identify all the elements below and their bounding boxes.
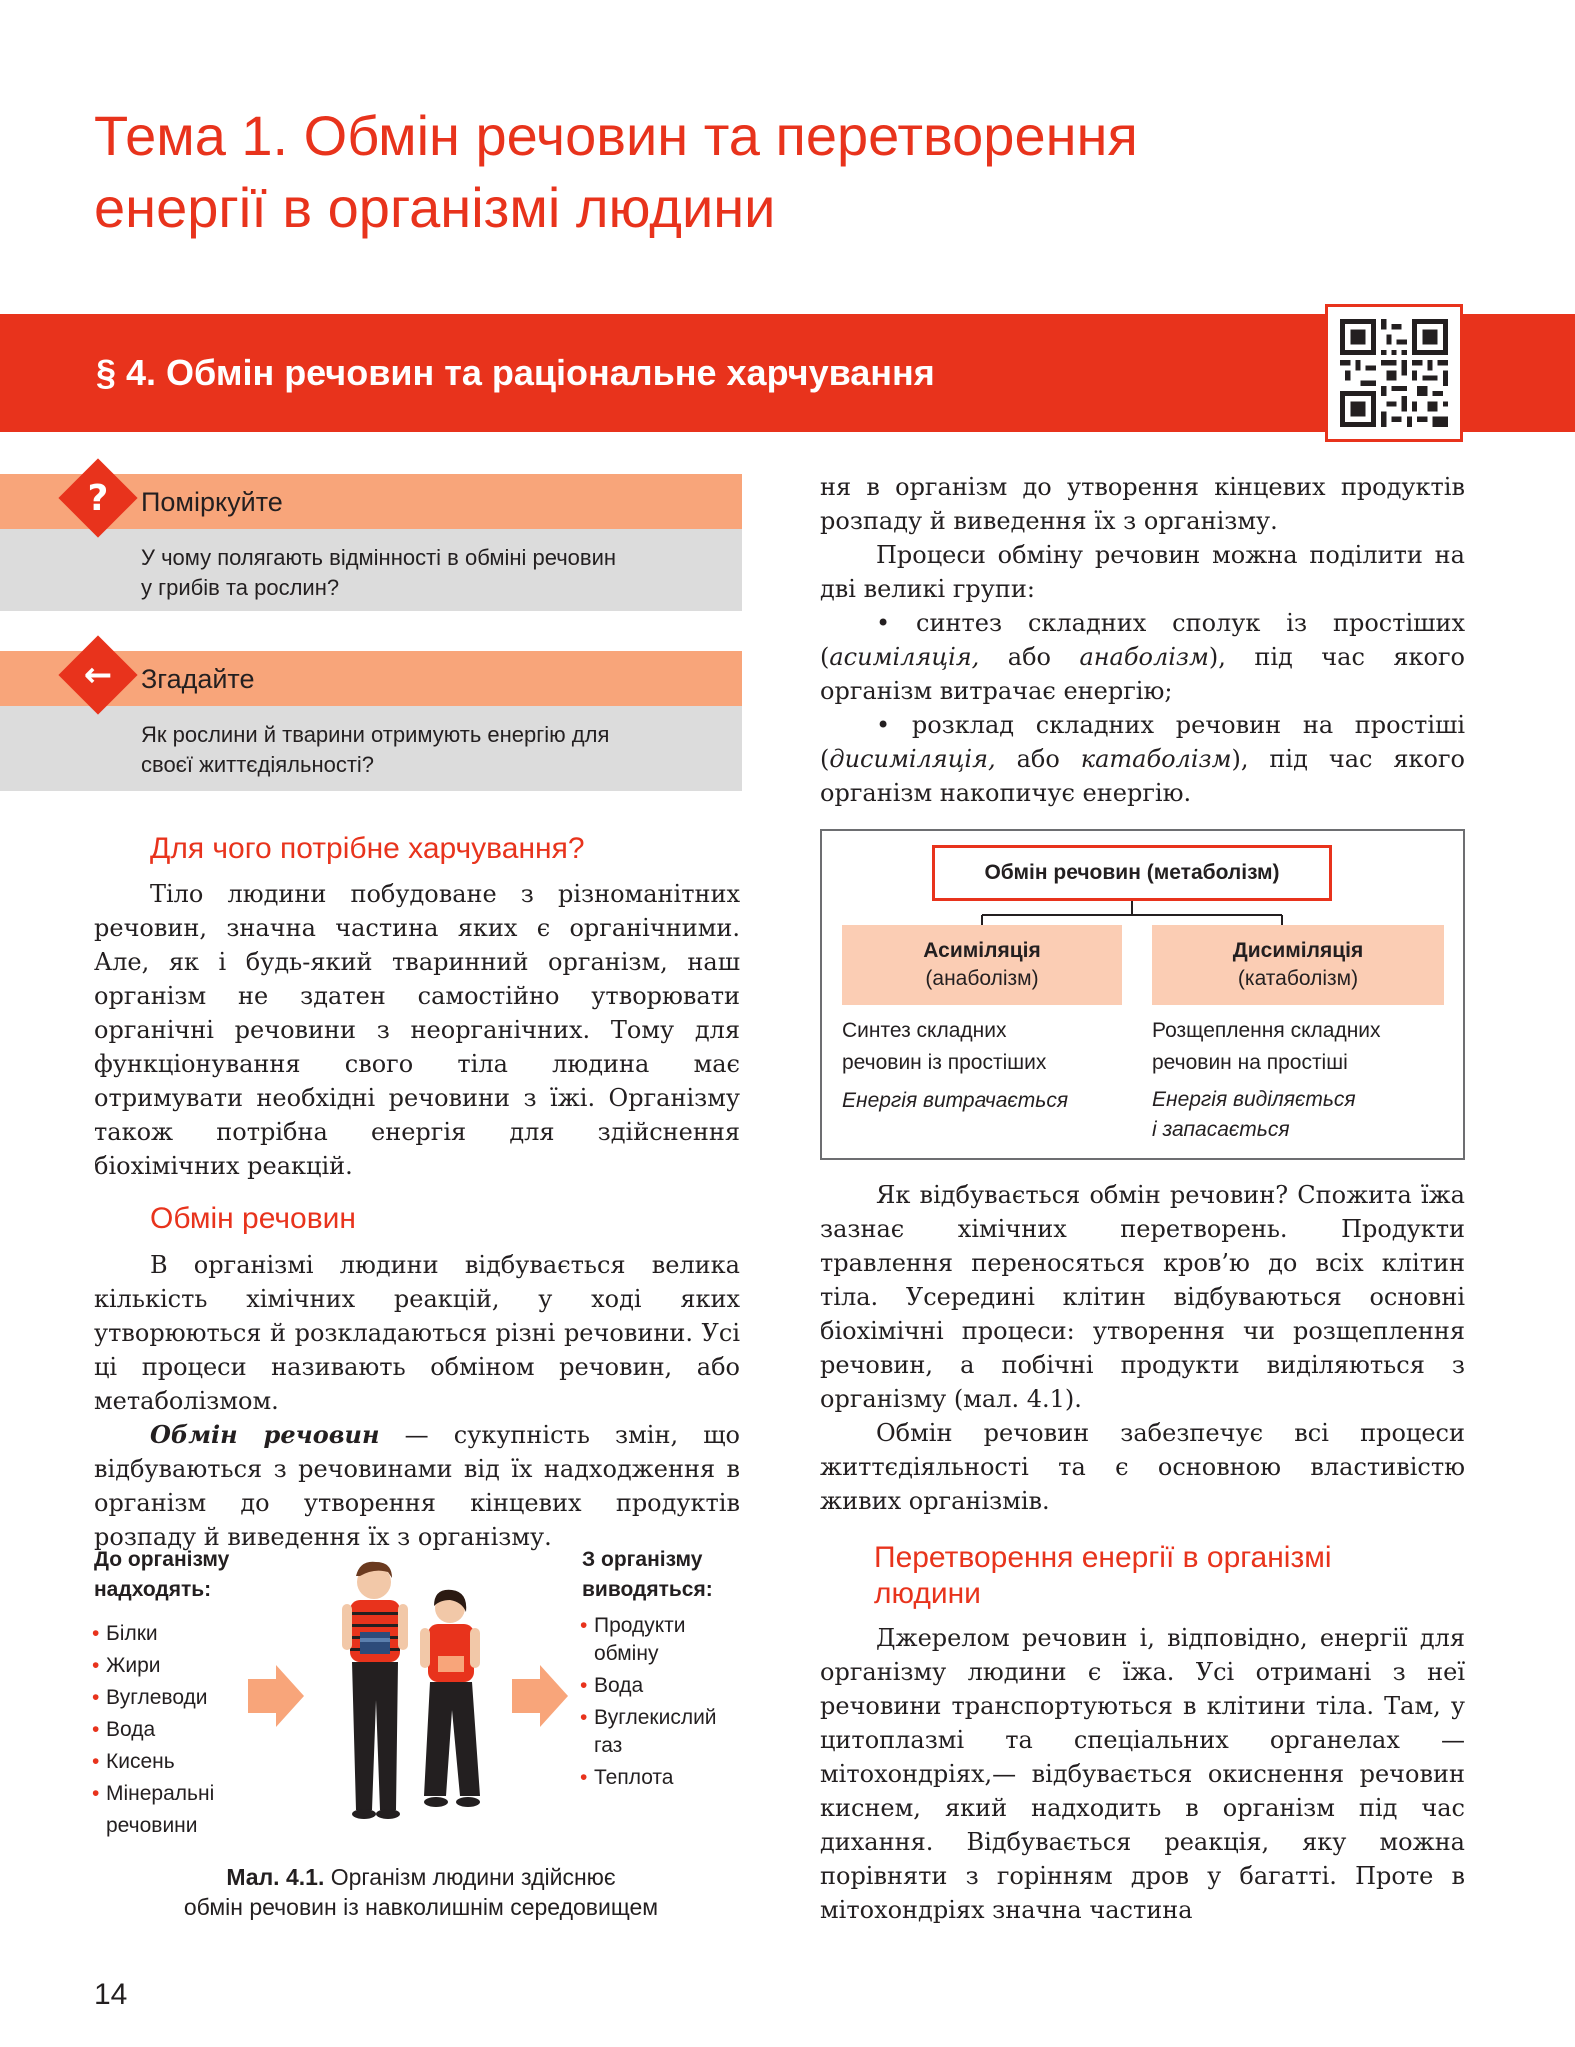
think-callout — [0, 474, 742, 611]
assimilation-desc-line1: Синтез складних — [842, 1019, 1007, 1042]
figure-in-title — [94, 1545, 229, 1605]
arrow-left-icon: ← — [83, 655, 113, 695]
groups-intro: Процеси обміну речовин можна поділити на дві великі групи: — [820, 541, 1465, 603]
dissimilation-description — [1152, 1015, 1381, 1145]
dissimilation-subtitle: (катаболізм) — [1237, 967, 1359, 990]
think-label: Поміркуйте — [141, 487, 283, 517]
think-question — [0, 529, 742, 611]
figure-out-title-line1: З організму — [582, 1548, 703, 1571]
think-question-line1: У чому полягають відмінності в обміні речовин — [141, 545, 617, 570]
recall-question — [0, 706, 742, 791]
topic-title — [94, 100, 1394, 244]
bullet-dissimilation — [820, 708, 1465, 810]
in-item: • Кисень — [92, 1746, 214, 1778]
term-catabolism: катаболізм — [1080, 745, 1232, 773]
bullet-assimilation-post: ), під час якого організм витрачає енергію; — [820, 643, 1465, 705]
in-item-continued: речовини — [106, 1814, 198, 1837]
recall-callout — [0, 651, 742, 791]
topic-title-line1: Тема 1. Обмін речовин та перетворення — [94, 104, 1138, 167]
in-item: • Мінеральні — [92, 1778, 214, 1810]
how-metabolism-text: Як відбувається обмін речовин? Спожита їжа зазнає хімічних перетворень. Продукти травлення переносяться кров’ю до всіх клітин тіла. Усередині клітин відбуваються основні біохімічні процеси: утворення чи розщеплення речовин, а побічні продукти виділяються з організму (мал. 4.1). — [820, 1181, 1465, 1413]
assimilation-subtitle: (анаболізм) — [925, 967, 1039, 990]
arrow-out-icon — [512, 1665, 568, 1727]
think-callout-header — [0, 474, 742, 529]
why-food-text: Тіло людини побудоване з різноманітних речовин, значна частина яких є органічними. Але, як і будь-який тваринний організм, наш організм не здатен самостійно утворювати органічні речовини з неорганічних. Тому для функціонування свого тіла людина має отримувати необхідні речовини з їжі. Організму також потрібна енергія для здійснення біохімічних реакцій. — [94, 880, 740, 1180]
metabolism-definition-text: — сукупність змін, що відбуваються з речовинами від їх надходження в організм до утворення кінцевих продуктів розпаду й виведення їх з організму. — [94, 1421, 740, 1551]
figure-caption-line1 — [96, 1862, 746, 1892]
dissimilation-energy-line1: Енергія виділяється — [1152, 1088, 1356, 1111]
paragraph-how-metabolism — [820, 1178, 1465, 1518]
bullet-assimilation — [820, 606, 1465, 708]
recall-question-line1: Як рослини й тварини отримують енергію для — [141, 722, 610, 747]
out-item-continued: обміну — [594, 1642, 659, 1665]
term-anabolism: анаболізм — [1079, 643, 1209, 671]
heading-metabolism: Обмін речовин — [150, 1202, 357, 1235]
think-question-line2: у грибів та рослин? — [141, 575, 340, 600]
figure-caption-line2: обмін речовин із навколишнім середовищем — [183, 1894, 659, 1920]
out-item: • Вода — [580, 1672, 717, 1700]
dissimilation-title: Дисиміляція — [1232, 939, 1364, 962]
in-item: • Вуглеводи — [92, 1682, 214, 1714]
out-item-continued: газ — [594, 1734, 623, 1757]
in-item: • Білки — [92, 1618, 214, 1650]
term-assimilation: асиміляція, — [829, 643, 980, 671]
bullet-dissimilation-pre: • розклад складних речовин на простіші ( — [820, 711, 1465, 773]
dissimilation-desc-line1: Розщеплення складних — [1152, 1019, 1381, 1042]
in-item: • Жири — [92, 1650, 214, 1682]
out-item — [580, 1732, 717, 1760]
woman-figure — [420, 1590, 480, 1807]
metabolism-definition — [94, 1418, 740, 1551]
out-item: • Теплота — [580, 1764, 717, 1792]
figure-caption — [96, 1862, 746, 1922]
dissimilation-energy-line2: і запасається — [1152, 1118, 1290, 1141]
topic-title-line2: енергії в організмі людини — [94, 176, 776, 239]
metabolism-definition-term: Обмін речовин — [150, 1420, 380, 1449]
in-item — [92, 1810, 214, 1842]
definition-continued-text: ня в організм до утворення кінцевих продуктів розпаду й виведення їх з організму. — [820, 473, 1465, 535]
heading-energy — [874, 1540, 1332, 1612]
assimilation-description — [842, 1015, 1068, 1117]
recall-label: Згадайте — [141, 664, 255, 694]
man-figure — [342, 1562, 408, 1819]
page-number: 14 — [94, 1978, 128, 2011]
diagram-root: Обмін речовин (метаболізм) — [932, 845, 1332, 901]
paragraph-metabolism — [94, 1248, 740, 1551]
diagram-dissimilation — [1152, 925, 1444, 1005]
recall-callout-header — [0, 651, 742, 706]
metabolism-property-text: Обмін речовин забезпечує всі процеси життєдіяльності та є основною властивістю живих організмів. — [820, 1419, 1465, 1515]
out-item: • Продукти — [580, 1612, 717, 1640]
metabolism-diagram — [820, 829, 1465, 1160]
paragraph-energy — [820, 1621, 1465, 1927]
assimilation-energy: Енергія витрачається — [842, 1089, 1069, 1112]
bullet-dissimilation-mid: або — [995, 745, 1081, 773]
in-item: • Вода — [92, 1714, 214, 1746]
people-illustration — [312, 1560, 512, 1836]
dissimilation-desc-line2: речовин на простіші — [1152, 1051, 1348, 1074]
paragraph-why-food — [94, 877, 740, 1183]
figure-caption-text1: Організм людини здійснює — [324, 1864, 616, 1890]
bullet-assimilation-mid: або — [979, 643, 1080, 671]
assimilation-desc-line2: речовин із простіших — [842, 1051, 1047, 1074]
diagram-assimilation — [842, 925, 1122, 1005]
metabolism-text: В організмі людини відбувається велика кількість хімічних реакцій, у ході яких утворюються й розкладаються різні речовини. Усі ці процеси називають обміном речовин, або метаболізмом. — [94, 1251, 740, 1415]
figure-in-title-line1: До організму — [94, 1548, 230, 1571]
arrow-in-icon — [248, 1665, 304, 1727]
question-mark-icon: ? — [87, 477, 109, 519]
bullet-dissimilation-post: ), під час якого організм накопичує енергію. — [820, 745, 1466, 807]
term-dissimilation: дисиміляція, — [829, 745, 996, 773]
heading-why-food: Для чого потрібне харчування? — [150, 832, 585, 865]
heading-energy-line1: Перетворення енергії в організмі — [874, 1541, 1332, 1574]
figure-out-title — [582, 1545, 713, 1605]
recall-question-line2: своєї життєдіяльності? — [141, 752, 375, 777]
bullet-assimilation-pre: • синтез складних сполук із простіших ( — [820, 609, 1465, 671]
section-title: § 4. Обмін речовин та раціональне харчування — [96, 352, 935, 393]
out-item: • Вуглекислий — [580, 1704, 717, 1732]
figure-out-title-line2: виводяться: — [582, 1578, 713, 1601]
figure-in-title-line2: надходять: — [94, 1578, 212, 1601]
assimilation-title: Асиміляція — [923, 939, 1041, 962]
figure-caption-label: Мал. 4.1. — [226, 1864, 325, 1890]
out-item — [580, 1640, 717, 1668]
heading-energy-line2: людини — [874, 1577, 981, 1610]
paragraph-groups — [820, 470, 1465, 810]
figure-in-list — [92, 1618, 214, 1842]
energy-text: Джерелом речовин і, відповідно, енергії для організму людини є їжа. Усі отримані з неї речовини транспортуються в клітини тіла. Там, у цитоплазмі та спеціальних органелах — мітохондріях,— відбувається окиснення речовин киснем, який надходить в організм під час дихання. Відбувається реакція, яку можна порівняти з горінням дров у багатті. Проте в мітохондріях значна частина — [820, 1624, 1465, 1924]
figure-out-list — [580, 1612, 717, 1792]
